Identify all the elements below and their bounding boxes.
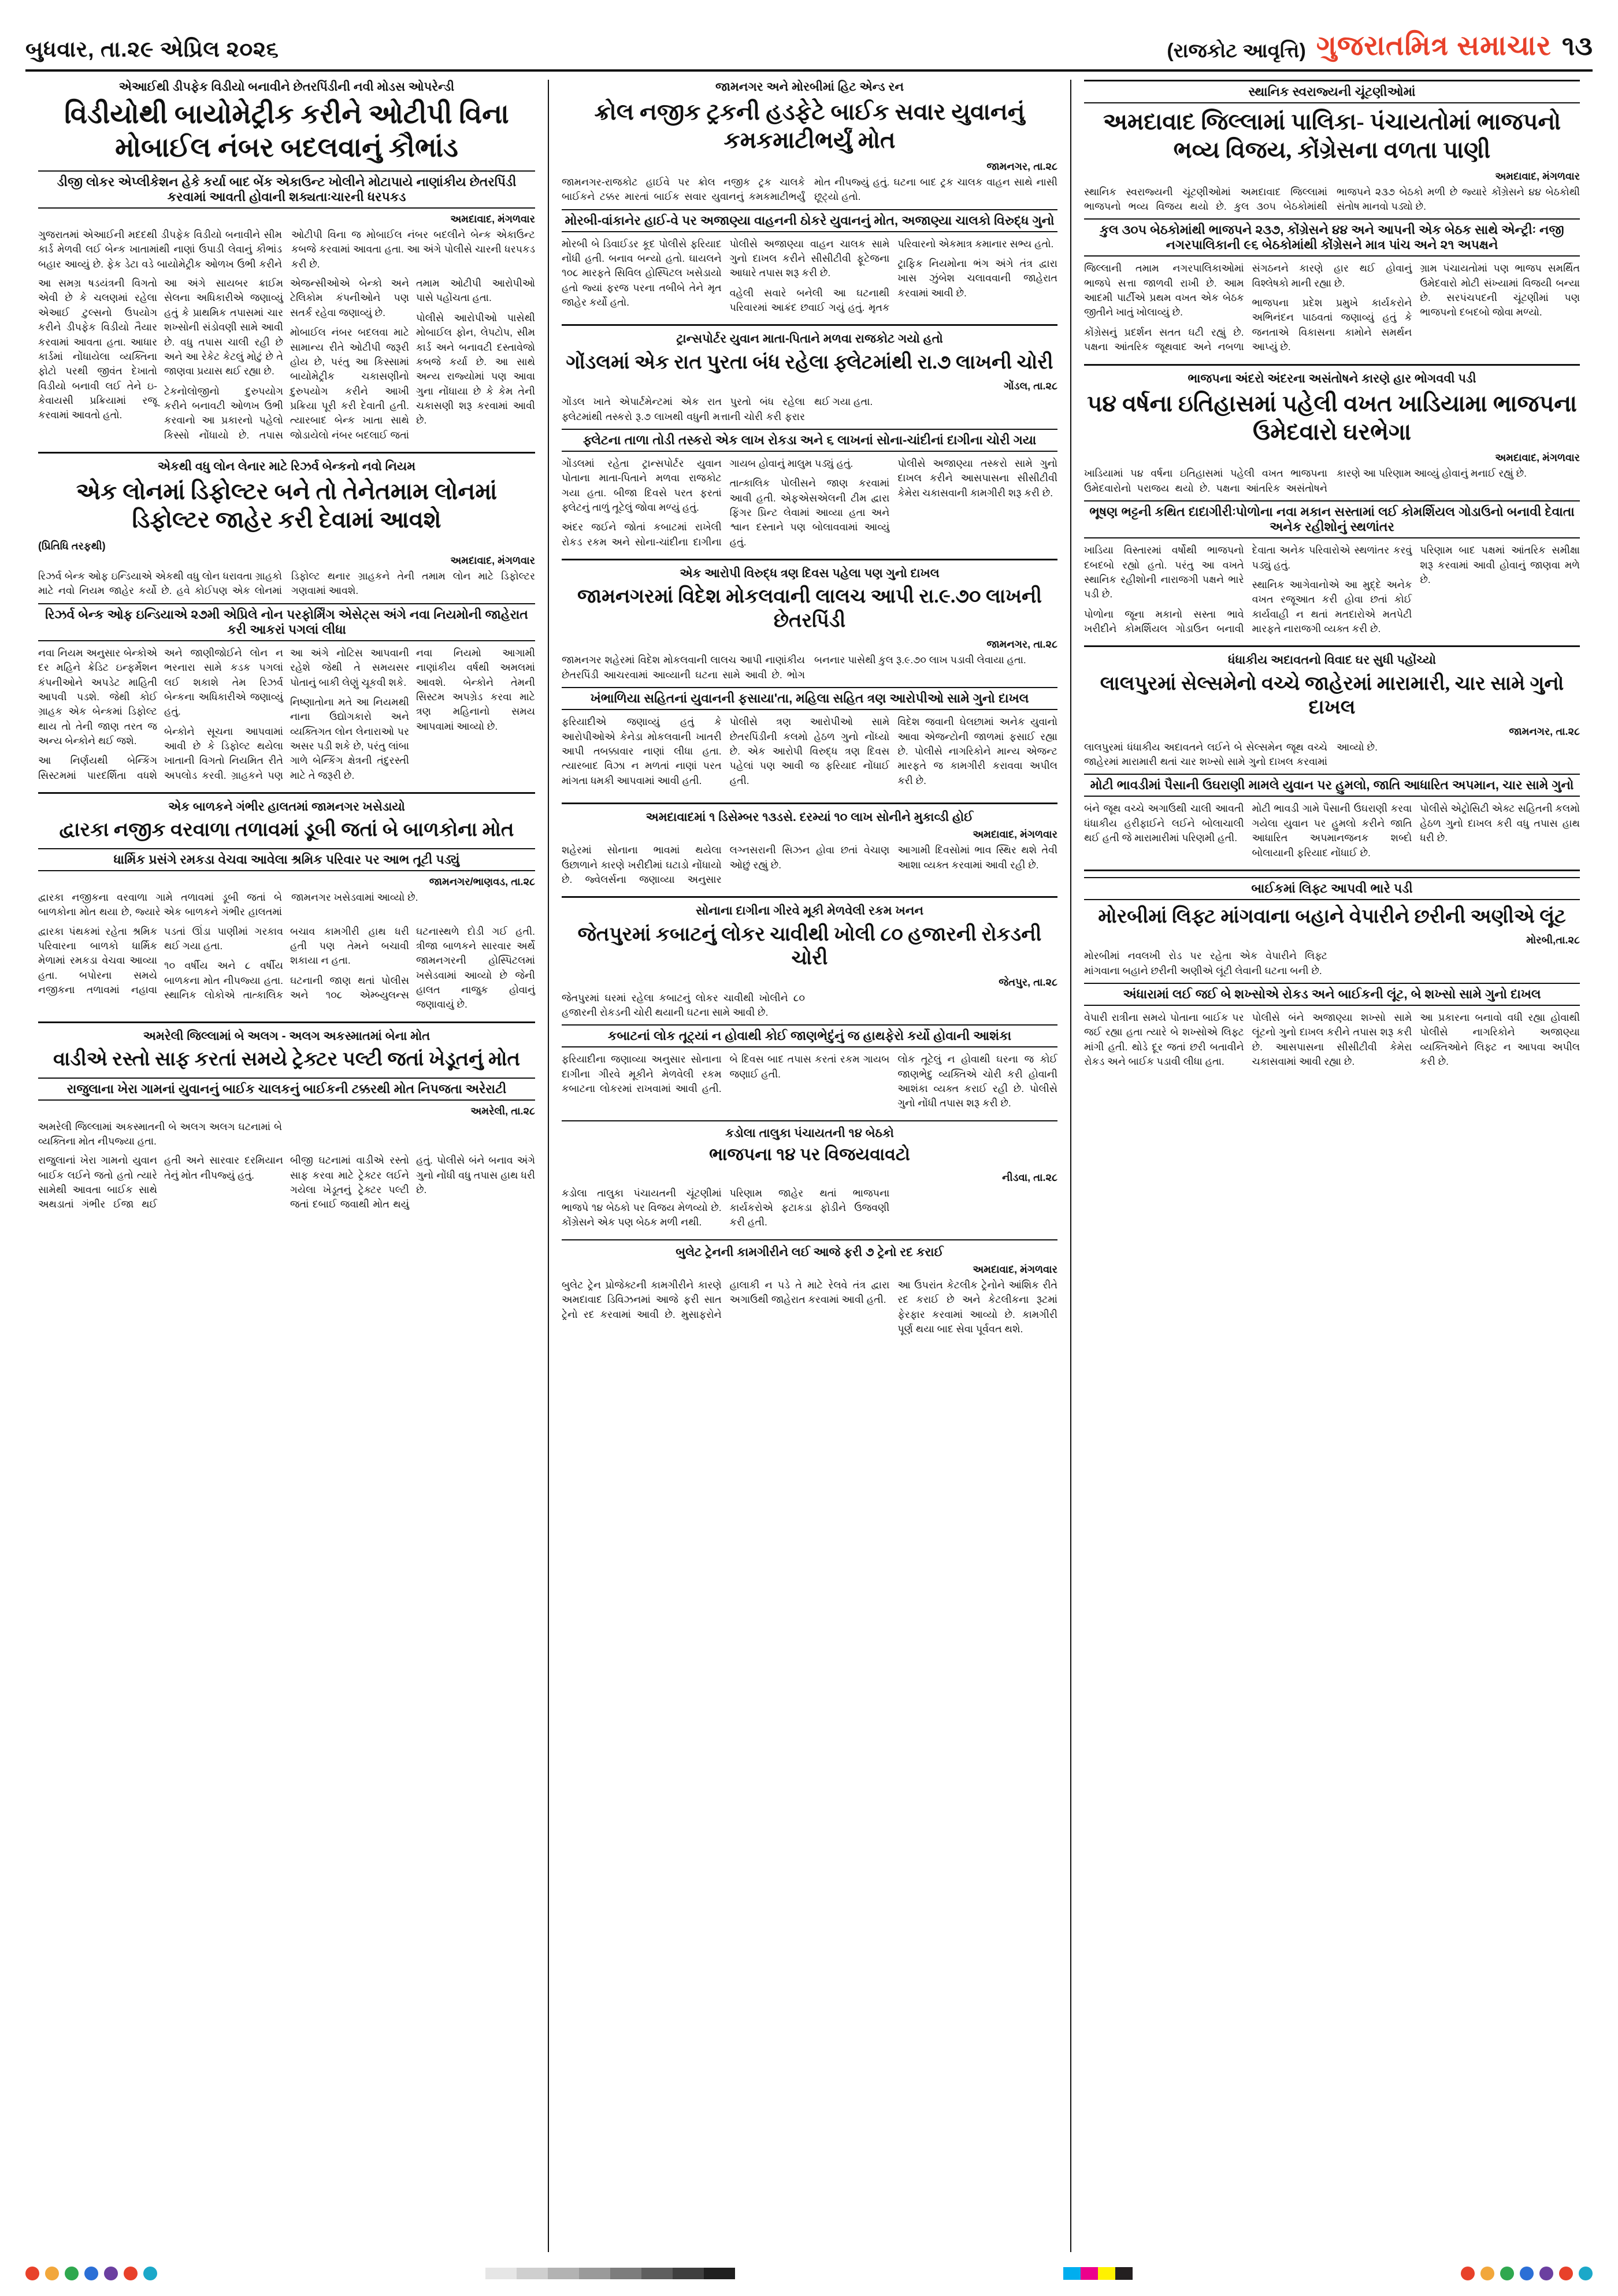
article-body [1084, 801, 1580, 860]
paragraph: પોલીસે ત્રણ આરોપીઓ સામે છેતરપિંડીની કલમો હેઠળ ગુનો નોંધ્યો છે. એક આરોપી વિરુદ્ધ ત્રણ દિવસ પહેલાં પણ આવી જ ફરિયાદ નોંધાઈ હતી. [729, 716, 890, 786]
paragraph: ગોંડલમાં રહેતા ટ્રાન્સપોર્ટર યુવાન પોતાના માતા-પિતાને મળવા રાજકોટ ગયા હતા. બીજા દિવસે પરત ફરતાં ફ્લેટનું તાળું તૂટેલું જોવા મળ્યું હતું. [562, 457, 722, 514]
grey-patch [610, 2268, 641, 2279]
article-gondal-theft [562, 324, 1057, 549]
kicker: ટ્રાન્સપોર્ટર યુવાન માતા-પિતાને મળવા રાજકોટ ગયો હતો [676, 332, 943, 346]
kicker: સ્થાનિક સ્વરાજ્યની ચૂંટણીઓમાં [1084, 80, 1580, 103]
paragraph: નવા નિયમો આગામી નાણાંકીય વર્ષથી અમલમાં આવશે. બેન્કોને તેમની સિસ્ટમ અપગ્રેડ કરવા માટે ત્રણ મહિનાનો સમય આપવામાં આવ્યો છે. [416, 647, 535, 732]
subhead: રાજુલાના ખેરા ગામનાં યુવાનનું બાઈક ચાલકનું બાઈકની ટક્કરથી મોત નિપજતા અરેરાટી [38, 1078, 535, 1101]
kicker: ભાજપના અંદરો અંદરના અસંતોષને કારણે હાર ભોગવવી પડી [1187, 371, 1476, 385]
cmyk-patch [1063, 2267, 1081, 2280]
masthead-page-number: ૧૩ [1561, 31, 1593, 61]
paragraph: મોટી ભાવડી ગામે પૈસાની ઉઘરાણી કરવા ગયેલા યુવાન પર હુમલો કરીને જાતિ આધારિત અપમાનજનક શબ્દો બોલાયાની ફરિયાદ નોંધાઈ છે. [1252, 803, 1412, 859]
color-dot [65, 2267, 79, 2280]
article-body [38, 1153, 535, 1212]
paragraph: વહેલી સવારે બનેલી આ ઘટનાથી પરિવારમાં આક્રંદ છવાઈ ગયું હતું. મૃતક પરિવારનો એકમાત્ર કમાનાર સભ્ય હતો. [729, 237, 1054, 314]
byline: અમદાવાદ, મંગળવાર [450, 555, 535, 566]
headline: ૫૪ વર્ષના ઇતિહાસમાં પહેલી વખત ખાડિયામા ભાજપના ઉમેદવારો ઘરભેગા [1087, 390, 1577, 445]
lead-paragraph: અમરેલી જિલ્લામાં અકસ્માતની બે અલગ અલગ ઘટનામાં બે વ્યક્તિના મોત નીપજ્યા હતા. [38, 1120, 282, 1147]
cmyk-patch [1098, 2267, 1115, 2280]
grey-patch [548, 2268, 579, 2279]
kicker: બાઈકમાં લિફ્ટ આપવી ભારે પડી [1084, 877, 1580, 900]
paragraph: ફરિયાદીએ જણાવ્યું હતું કે આરોપીઓએ કેનેડા મોકલવાની ખાતરી આપી તબક્કાવાર નાણાં લીધા હતા. ત્યારબાદ વિઝા ન મળતાં નાણાં પરત માંગતા ધમકી આપવામાં આવી હતી. [562, 716, 722, 786]
headline: જામનગરમાં વિદેશ મોકલવાની લાલચ આપી રા.૯.૭૦ લાખની છેતરપિંડી [577, 586, 1042, 631]
byline: જામનગર, તા.૨૮ [1509, 725, 1580, 737]
paragraph: રાજુલાનાં ખેરા ગામનો યુવાન બાઈક લઈને જતો હતો ત્યારે સામેથી આવતા બાઈક સાથે અથડાતાં ગંભીર ઈજા થઈ હતી અને સારવાર દરમિયાન તેનું મોત નીપજ્યું હતું. [38, 1154, 283, 1210]
credit-line: (પ્રિતિધિ તરફથી) [38, 540, 106, 552]
color-dot [1559, 2267, 1573, 2280]
color-dot [143, 2267, 157, 2280]
headline: અમદાવાદ જિલ્લામાં પાલિકા- પંચાયતોમાં ભાજપનો ભવ્ય વિજય, કોંગ્રેસના વળતા પાણી [1103, 109, 1561, 163]
article-otp-fraud [38, 80, 535, 443]
kicker: જામનગર અને મોરબીમાં હિટ એન્ડ રન [715, 80, 904, 94]
paragraph: નવા નિયમ અનુસાર બેન્કોએ દર મહિને ક્રેડિટ ઇન્ફર્મેશન કંપનીઓને અપડેટ માહિતી આપવી પડશે. જેથી કોઈ ગ્રાહક એક બેન્કમાં ડિફોલ્ટ થાય તો તેની જાણ તરત જ અન્ય બેન્કોને થઈ જશે. [38, 647, 157, 746]
article-khadia [1084, 364, 1580, 637]
grey-patch [579, 2268, 610, 2279]
cmyk-patch [1115, 2267, 1133, 2280]
paragraph: પોલીસે અજાણ્યા વાહન ચાલક સામે ગુનો દાખલ કરીને સીસીટીવી ફૂટેજના આધારે તપાસ શરૂ કરી છે. [729, 237, 890, 279]
paragraph: કડોલા તાલુકા પંચાયતની ચૂંટણીમાં ભાજપે ૧૪ બેઠકો પર વિજય મેળવ્યો છે. કોંગ્રેસને એક પણ બેઠક મળી નથી. [562, 1187, 722, 1228]
color-dot [1579, 2267, 1593, 2280]
lead-paragraph: જામનગર-રાજકોટ હાઈવે પર ક્રોલ નજીક ટ્રક ચાલકે બાઈકને ટક્કર મારતાં બાઈક સવાર યુવાનનું કમકમાટીભર્યું મોત નીપજ્યું હતું. ઘટના બાદ ટ્રક ચાલક વાહન સાથે નાસી છૂટ્યો હતો. [562, 176, 1057, 203]
headline: જેતપુરમાં કબાટનું લોકર ચાવીથી ખોલી ૮૦ હજારની રોકડની ચોરી [577, 923, 1042, 969]
byline: અમદાવાદ, મંગળવાર [450, 213, 535, 225]
article-body [1084, 1010, 1580, 1075]
article-morbi-lift [1084, 870, 1580, 1075]
subhead: ડીજી લોકર એપ્લીકેશન હેકે કર્યા બાદ બેંક એકાઉન્ટ ખોલીને મોટાપાયે નાણાંકીય છેતરપિંડી કરવામાં આવતી હોવાની શક્યતાઃચારની ધરપકડ [38, 170, 535, 209]
byline: જેતપુર, તા.૨૮ [999, 976, 1057, 988]
article-body [38, 276, 535, 443]
paragraph: જિલ્લાની તમામ નગરપાલિકાઓમાં ભાજપે સત્તા જાળવી રાખી છે. આમ આદમી પાર્ટીએ પ્રથમ વખત એક બેઠક જીતીને ખાતું ખોલાવ્યું છે. [1084, 262, 1244, 318]
article-body [38, 646, 535, 783]
color-dots-right [1461, 2267, 1593, 2280]
column-3 [1070, 80, 1593, 2252]
cmyk-strip [1063, 2267, 1133, 2280]
paragraph: આ ઉપરાંત કેટલીક ટ્રેનોને આંશિક રીતે રદ કરાઈ છે અને કેટલીકના રૂટમાં ફેરફાર કરવામાં આવ્યો છે. કામગીરી પૂર્ણ થયા બાદ સેવા પૂર્વવત થશે. [897, 1279, 1057, 1335]
article-bullet-train [562, 1239, 1057, 1337]
lead-paragraph: જેતપુરમાં ઘરમાં રહેલા કબાટનું લોકર ચાવીથી ખોલીને ૮૦ હજારની રોકડની ચોરી થયાની ઘટના સામે આવી છે. [562, 991, 805, 1018]
masthead-date: બુધવાર, તા.૨૯ એપ્રિલ ૨૦૨૬ [25, 38, 279, 62]
paragraph: નિષ્ણાતોના મતે આ નિયમથી નાના ઉદ્યોગકારો અને વ્યક્તિગત લોન લેનારાઓ પર અસર પડી શકે છે, પરંતુ લાંબા ગાળે બેન્કિંગ ક્ષેત્રની તંદુરસ્તી માટે તે જરૂરી છે. [290, 696, 409, 781]
paragraph: બંને જૂથ વચ્ચે અગાઉથી ચાલી આવતી ધંધાકીય હરીફાઈને લઈને બોલાચાલી થઈ હતી જે મારામારીમાં પરિણમી હતી. [1084, 803, 1244, 844]
article-body [562, 1278, 1057, 1337]
byline: જામનગર/ભાણવડ, તા.૨૮ [429, 875, 535, 887]
paragraph: ટેકનોલોજીનો દુરુપયોગ કરીને બનાવટી ઓળખ ઉભી કરવાનો આ પ્રકારનો પહેલો કિસ્સો નોંધાયો છે. તપાસ એજન્સીઓએ બેન્કો અને ટેલિકોમ કંપનીઓને પણ સતર્ક રહેવા જણાવ્યું છે. [164, 277, 409, 441]
byline: અમદાવાદ, મંગળવાર [973, 1264, 1057, 1276]
paragraph: આ અંગે સાયબર ક્રાઈમ સેલના અધિકારીએ જણાવ્યું હતું કે પ્રાથમિક તપાસમાં ચાર શખ્સોની સંડોવણી સામે આવી છે. વધુ તપાસ ચાલી રહી છે અને આ રેકેટ કેટલું મોટું છે તે જાણવા પ્રયાસ થઈ રહ્યા છે. [164, 277, 283, 377]
paragraph: કોંગ્રેસનું પ્રદર્શન સતત ઘટી રહ્યું છે. પક્ષના આંતરિક જૂથવાદ અને નબળા સંગઠનને કારણે હાર થઈ હોવાનું વિશ્લેષકો માની રહ્યા છે. [1084, 262, 1412, 353]
article-body [562, 715, 1057, 793]
paragraph: પરિણામ જાહેર થતાં ભાજપના કાર્યકરોએ ફટાકડા ફોડીને ઉજવણી કરી હતી. [729, 1187, 890, 1228]
lead-paragraph: લાલપુરમાં ધંધાકીય અદાવતને લઈને બે સેલ્સમેન જૂથ વચ્ચે જાહેરમાં મારામારી થતાં ચાર શખ્સો સામે ગુનો દાખલ કરવામાં આવ્યો છે. [1084, 741, 1378, 767]
paragraph: બુલેટ ટ્રેન પ્રોજેક્ટની કામગીરીને કારણે અમદાવાદ ડિવિઝનમાં આજે ફરી સાત ટ્રેનો રદ કરવામાં આવી છે. મુસાફરોને હાલાકી ન પડે તે માટે રેલવે તંત્ર દ્વારા અગાઉથી જાહેરાત કરવામાં આવી હતી. [562, 1279, 890, 1320]
grey-patch [517, 2268, 548, 2279]
grey-patch [673, 2268, 704, 2279]
byline: નીડવા, તા.૨૮ [1002, 1171, 1057, 1183]
article-body [38, 924, 535, 1012]
color-dot [1480, 2267, 1494, 2280]
paragraph: ૧૦ વર્ષીય અને ૮ વર્ષીય બાળકના મોત નીપજ્યા હતા. સ્થાનિક લોકોએ તાત્કાલિક બચાવ કામગીરી હાથ ધરી હતી પણ તેમને બચાવી શકાયા ન હતા. [164, 925, 409, 1001]
article-tharad-panchayat [562, 1120, 1057, 1230]
byline: અમદાવાદ, મંગળવાર [1495, 452, 1580, 464]
subhead-2: મોટી ભાવડીમાં પૈસાની ઉઘરાણી મામલે યુવાન પર હુમલો, જાતિ આધારિત અપમાન, ચાર સામે ગુનો [1084, 774, 1580, 797]
lead-paragraph: રિઝર્વ બેન્ક ઓફ ઇન્ડિયાએ એકથી વધુ લોન ધરાવતા ગ્રાહકો માટે નવો નિયમ જાહેર કર્યો છે. હવે કોઈપણ એક લોનમાં ડિફોલ્ટ થનાર ગ્રાહકને તેની તમામ લોન માટે ડિફોલ્ટર ગણવામાં આવશે. [38, 570, 535, 597]
subhead-2: કબાટનાં લોક તૂટ્યાં ન હોવાથી કોઈ જાણભેદુંનું જ હાથફેરો કર્યો હોવાની આશંકા [562, 1024, 1057, 1047]
paragraph: આ પ્રકારના બનાવો વધી રહ્યા હોવાથી પોલીસે નાગરિકોને અજાણ્યા વ્યક્તિઓને લિફ્ટ ન આપવા અપીલ કરી છે. [1420, 1012, 1580, 1068]
paragraph: અંદર જઈને જોતાં કબાટમાં રાખેલી રોકડ રકમ અને સોના-ચાંદીના દાગીના ગાયબ હોવાનું માલુમ પડ્યું હતું. [562, 457, 853, 548]
kicker: કડોલા તાલુકા પંચાયતની ૧૪ બેઠકો [725, 1126, 894, 1140]
paragraph: પોળોના જૂના મકાનો સસ્તા ભાવે ખરીદીને કોમર્શિયલ ગોડાઉન બનાવી દેવાતા અનેક પરિવારોએ સ્થળાંતર કરવું પડ્યું હતું. [1084, 544, 1412, 635]
paragraph: ઘટનાની જાણ થતાં પોલીસ અને ૧૦૮ એમ્બ્યુલન્સ ઘટનાસ્થળે દોડી ગઈ હતી. ત્રીજા બાળકને સારવાર અર્થે જામનગરની હોસ્પિટલમાં ખસેડવામાં આવ્યો છે જેની હાલત નાજુક હોવાનું જણાવાયું છે. [290, 925, 535, 1010]
kicker: ધંધાકીય અદાવતનો વિવાદ ઘર સુધી પહોંચ્યો [1228, 653, 1436, 667]
subhead-2: ભૂષણ ભટ્ટની કથિત દાદાગીરીઃપોળોના નવા મકાન સસ્તામાં લઈ કોમર્શિયલ ગોડાઉનો બનાવી દેવાતા અનેક રહીશોનું સ્થળાંતર [1084, 500, 1580, 538]
byline: જામનગર, તા.૨૮ [986, 638, 1057, 651]
kicker: અમદાવાદમાં ૧ ડિસેમ્બર ૧૩ડસે. દરમ્યાં ૧૦ લાખ સોનીને મુકાવ્ડી હોઈ [645, 811, 974, 824]
masthead-brand: ગુજરાતમિત્ર સમાચાર [1316, 31, 1552, 61]
paragraph: ફરિયાદીના જણાવ્યા અનુસાર સોનાના દાગીના ગીરવે મૂકીને મેળવેલી રકમ કબાટના લોકરમાં રાખવામાં આવી હતી. બે દિવસ બાદ તપાસ કરતાં રકમ ગાયબ જણાઈ હતી. [562, 1053, 890, 1095]
paragraph: ગ્રામ પંચાયતોમાં પણ ભાજપ સમર્થિત ઉમેદવારો મોટી સંખ્યામાં વિજયી બન્યા છે. સરપંચપદની ચૂંટણીમાં પણ ભાજપનો દબદબો જોવા મળ્યો. [1420, 262, 1580, 318]
article-amdavad-gold [562, 803, 1057, 887]
headline: લાલપુરમાં સેલ્સમેનો વચ્ચે જાહેરમાં મારામારી, ચાર સામે ગુનો દાખલ [1100, 673, 1564, 719]
masthead-right [1167, 30, 1593, 62]
byline: ગોંડલ, તા.૨૮ [1004, 380, 1057, 392]
kicker: સોનાના દાગીના ગીરવે મૂકી મેળવેલી રકમ ખનન [695, 904, 924, 918]
paragraph: ખાડિયા વિસ્તારમાં વર્ષોથી ભાજપનો દબદબો રહ્યો હતો. પરંતુ આ વખતે સ્થાનિક રહીશોની નારાજગી પક્ષને ભારે પડી છે. [1084, 544, 1244, 600]
paragraph: સ્થાનિક આગેવાનોએ આ મુદ્દે અનેક વખત રજૂઆત કરી હોવા છતાં કોઈ કાર્યવાહી ન થતાં મતદારોએ મતપેટી મારફતે નારાજગી વ્યક્ત કરી છે. [1252, 578, 1412, 635]
lead-paragraph: ગુજરાતમાં એઆઈની મદદથી ડીપફેક વિડીયો બનાવીને સીમ કાર્ડ મેળવી લઈ બેન્ક ખાતામાંથી નાણાં ઉપાડી લેવાનું કૌભાંડ બહાર આવ્યું છે. ફેક ડેટા વડે બાયોમેટ્રીક ઓળખ ઉભી કરીને ઓટીપી વિના જ મોબાઈલ નંબર બદલીને બેન્ક એકાઉન્ટ કબજે કરવામાં આવતા હતા. આ અંગે પોલીસે ચારની ધરપકડ કરી છે. [38, 228, 535, 270]
color-dot [1520, 2267, 1534, 2280]
article-rbi-loan [38, 452, 535, 783]
print-registration-bar [25, 2266, 1593, 2281]
grey-patch [641, 2268, 673, 2279]
cmyk-patch [1081, 2267, 1098, 2280]
column-2 [548, 80, 1070, 2252]
article-amreli-tractor [38, 1021, 535, 1212]
masthead [25, 30, 1593, 72]
article-body [562, 1186, 1057, 1230]
byline: મોરબી,તા.૨૮ [1526, 934, 1580, 946]
subhead-2: ખંભાળિયા સહિતનાં યુવાનની ફસાયા'તા, મહિલા સહિત ત્રણ આરોપીઓ સામે ગુનો દાખલ [562, 687, 1057, 710]
paragraph: મોરબી બે ડિવાઈડર કૂદ પોલીસે ફરિયાદ નોંધી હતી. બનાવ બન્યો હતો. ઘાયલને ૧૦૮ મારફતે સિવિલ હોસ્પિટલ ખસેડાયો હતો જ્યાં ફરજ પરના તબીબે તેને મૃત જાહેર કર્યો હતો. [562, 237, 722, 309]
paragraph: આ સમગ્ર ષડયંત્રની વિગતો એવી છે કે ચલણમાં રહેલા એઆઈ ટુલ્સનો ઉપયોગ કરીને ડીપફેક વિડીયો તૈયાર કરવામાં આવતા હતા. આધાર કાર્ડમાં નોંધાયેલા વ્યક્તિના ફોટો પરથી જીવંત દેખાતો વિડીયો બનાવી લઈ તેને ઇ-કેવાયસી પ્રક્રિયામાં રજૂ કરવામાં આવતો હતો. [38, 277, 157, 421]
color-dot [25, 2267, 39, 2280]
color-dot [1500, 2267, 1514, 2280]
lead-paragraph: જામનગર શહેરમાં વિદેશ મોકલવાની લાલચ આપી નાણાંકીય છેતરપિંડી આચરવામાં આવ્યાની ઘટના સામે આવી છે. ભોગ બનનાર પાસેથી કુલ રૂ.૯.૭૦ લાખ પડાવી લેવાયા હતા. [562, 654, 1026, 681]
paragraph: પોલીસે એટ્રોસિટી એક્ટ સહિતની કલમો હેઠળ ગુનો દાખલ કરી વધુ તપાસ હાથ ધરી છે. [1420, 803, 1580, 844]
article-local-elections [1084, 80, 1580, 355]
byline: જામનગર, તા.૨૮ [986, 160, 1057, 172]
paragraph: ટ્રાફિક નિયમોના ભંગ અંગે તંત્ર દ્વારા ખાસ ઝુંબેશ ચલાવવાની જાહેરાત કરવામાં આવી છે. [897, 257, 1057, 299]
paragraph: બેન્કોને સૂચના આપવામાં આવી છે કે ડિફોલ્ટ થયેલા ખાતાની વિગતો નિયમિત રીતે અપલોડ કરવી. ગ્રાહકને પણ આ અંગે નોટિસ આપવાની રહેશે જેથી તે સમયસર પોતાનું બાકી લેણું ચૂકવી શકે. [164, 647, 409, 781]
lead-paragraph: મોરબીમાં નવલખી રોડ પર રહેતા એક વેપારીને લિફ્ટ માંગવાના બહાને છરીની અણીએ લૂંટી લેવાની ઘટના બની છે. [1084, 950, 1327, 976]
subhead-2: ફ્લેટના તાળા તોડી તસ્કરો એક લાખ રોકડા અને ૬ લાખનાં સોના-ચાંદીનાં દાગીના ચોરી ગયા [562, 429, 1057, 452]
paragraph: વેપારી રાત્રીના સમયે પોતાના બાઈક પર જઈ રહ્યા હતા ત્યારે બે શખ્સોએ લિફ્ટ માંગી હતી. થોડે દૂર જતાં છરી બતાવીને રોકડ અને બાઈક પડાવી લીધા હતા. [1084, 1012, 1244, 1068]
headline: ક્રોલ નજીક ટ્રકની હડફેટે બાઈક સવાર યુવાનનું કમકમાટીભર્યું મોત [594, 99, 1025, 154]
article-body [562, 237, 1057, 315]
column-1 [25, 80, 548, 2252]
kicker: એઆઈથી ડીપફેક વિડીયો બનાવીને છેતરપિંડીની નવી મોડસ ઓપરેન્ડી [118, 80, 455, 94]
headline: ગોંડલમાં એક રાત પુરતા બંધ રહેલા ફ્લેટમાંથી રા.૭ લાખની ચોરી [566, 351, 1053, 373]
byline: અમદાવાદ, મંગળવાર [973, 829, 1057, 841]
paragraph: પોલીસે આરોપીઓ પાસેથી મોબાઈલ ફોન, લેપટોપ, સીમ કાર્ડ અને બનાવટી દસ્તાવેજો કબજે કર્યા છે. આ સાથે અન્ય રાજ્યોમાં પણ આવા ગુના નોંધાયા છે કે કેમ તેની ચકાસણી શરૂ કરવામાં આવી છે. [416, 311, 535, 426]
kicker: અમરેલી જિલ્લામાં બે અલગ - અલગ અકસ્માતમાં બેના મોત [143, 1029, 431, 1043]
headline: ભાજપના ૧૪ પર વિજયવાવટો [709, 1145, 910, 1165]
lead-paragraph: દ્વારકા નજીકના વરવાળા ગામે તળાવમાં ડૂબી જતાં બે બાળકોના મોત થયા છે, જ્યારે એક બાળકને ગંભીર હાલતમાં જામનગર ખસેડવામાં આવ્યો છે. [38, 891, 418, 918]
paragraph: દ્વારકા પંથકમાં રહેતા શ્રમિક પરિવારના બાળકો ધાર્મિક મેળામાં રમકડા વેચવા આવ્યા હતા. બપોરના સમયે નજીકના તળાવમાં નહાવા પડતાં ઊંડા પાણીમાં ગરકાવ થઈ ગયા હતા. [38, 925, 283, 996]
lead-paragraph: ગોંડલ ખાતે એપાર્ટમેન્ટમાં એક રાત પુરતો બંધ રહેલા ફ્લેટમાંથી તસ્કરો રૂ.૭ લાખથી વધુની મત્તાની ચોરી કરી ફરાર થઈ ગયા હતા. [562, 396, 873, 422]
paragraph: લોક તૂટેલું ન હોવાથી ઘરના જ કોઈ જાણભેદુ વ્યક્તિએ ચોરી કરી હોવાની આશંકા વ્યક્ત કરાઈ રહી છે. પોલીસે ગુનો નોંધી તપાસ શરૂ કરી છે. [897, 1053, 1057, 1109]
color-dot [45, 2267, 59, 2280]
article-hit-and-run [562, 80, 1057, 315]
grey-patch [485, 2268, 517, 2279]
article-body [1084, 261, 1580, 354]
color-dot [84, 2267, 98, 2280]
color-dot [1539, 2267, 1553, 2280]
paragraph: બીજી ઘટનામાં વાડીએ રસ્તો સાફ કરવા માટે ટ્રેક્ટર લઈને ગયેલા ખેડૂતનું ટ્રેક્ટર પલ્ટી જતાં દબાઈ જવાથી મોત થયું હતું. પોલીસે બંને બનાવ અંગે ગુનો નોંધી વધુ તપાસ હાથ ધરી છે. [290, 1154, 535, 1210]
kicker: એકથી વધુ લોન લેનાર માટે રિઝર્વ બેન્કનો નવો નિયમ [157, 460, 416, 474]
kicker: એક આરોપી વિરુદ્ધ ત્રણ દિવસ પહેલા પણ ગુનો દાખલ [680, 567, 940, 581]
article-lalpur-fight [1084, 645, 1580, 860]
kicker: બુલેટ ટ્રેનની કામગીરીને લઈ આજે ફરી ૭ ટ્રેનો રદ કરાઈ [676, 1245, 944, 1259]
headline: વિડીયોથી બાયોમેટ્રીક કરીને ઓટીપી વિના મોબાઈલ નંબર બદલવાનું કૌભાંડ [64, 99, 509, 163]
headline: મોરબીમાં લિફ્ટ માંગવાના બહાને વેપારીને છરીની અણીએ લૂંટ [1098, 905, 1566, 927]
byline: અમદાવાદ, મંગળવાર [1495, 170, 1580, 182]
color-dot [104, 2267, 118, 2280]
greyscale-strip [485, 2268, 735, 2279]
paragraph: ભાજપના પ્રદેશ પ્રમુખે કાર્યકરોને અભિનંદન પાઠવતાં જણાવ્યું હતું કે જનતાએ વિકાસના કામોને સમર્થન આપ્યું છે. [1252, 297, 1412, 353]
byline: અમરેલી, તા.૨૮ [470, 1105, 535, 1117]
paragraph: વિદેશ જવાની ઘેલછામાં અનેક યુવાનો આવા એજન્ટોની જાળમાં ફસાઈ રહ્યા છે. પોલીસે નાગરિકોને માન્ય એજન્ટ મારફતે જ કામગીરી કરાવવા અપીલ કરી છે. [897, 716, 1057, 786]
paragraph: પોલીસે અજાણ્યા તસ્કરો સામે ગુનો દાખલ કરીને આસપાસના સીસીટીવી કેમેરા ચકાસવાની કામગીરી શરૂ કરી છે. [897, 457, 1057, 499]
paragraph: આ નિર્ણયથી બેન્કિંગ સિસ્ટમમાં પારદર્શિતા વધશે અને જાણીજોઈને લોન ન ભરનારા સામે કડક પગલાં લઈ શકાશે તેમ રિઝર્વ બેન્કના અધિકારીએ જણાવ્યું હતું. [38, 647, 283, 781]
paragraph: તાત્કાલિક પોલીસને જાણ કરવામાં આવી હતી. એફએસએલની ટીમ દ્વારા ફિંગર પ્રિન્ટ લેવામાં આવ્યા હતા અને શ્વાન દસ્તાને પણ બોલાવવામાં આવ્યું હતું. [729, 477, 890, 548]
color-dot [124, 2267, 138, 2280]
subhead-2: રિઝર્વ બેન્ક ઓફ ઇન્ડિયાએ ૨૭મી એપ્રિલે નોન પરફોર્મિંગ એસેટ્સ અંગે નવા નિયમોની જાહેરાત કરી આકરાં પગલાં લીધા [38, 603, 535, 641]
headline: એક લોનમાં ડિફોલ્ટર બને તો તેનેતમામ લોનમાં ડિફોલ્ટર જાહેર કરી દેવામાં આવશે [76, 478, 498, 533]
subhead-2: અંધારામાં લઈ જઈ બે શખ્સોએ રોકડ અને બાઈકની લૂંટ, બે શખ્સો સામે ગુનો દાખલ [1084, 983, 1580, 1006]
article-body [562, 456, 1057, 549]
paragraph: આગામી દિવસોમાં ભાવ સ્થિર થશે તેવી આશા વ્યક્ત કરવામાં આવી રહી છે. [897, 844, 1057, 871]
article-body [1084, 543, 1580, 636]
headline: દ્વારકા નજીક વરવાળા તળાવમાં ડૂબી જતાં બે બાળકોના મોત [59, 819, 514, 841]
paragraph: પોલીસે બંને અજાણ્યા શખ્સો સામે લૂંટનો ગુનો દાખલ કરીને તપાસ શરૂ કરી છે. આસપાસના સીસીટીવી કેમેરા ચકાસવામાં આવી રહ્યા છે. [1252, 1012, 1412, 1068]
paragraph: શહેરમાં સોનાના ભાવમાં થયેલા ઉછાળાને કારણે ખરીદીમાં ઘટાડો નોંધાયો છે. જ્વેલર્સના જણાવ્યા અનુસાર લગ્નસરાની સિઝન હોવા છતાં વેચાણ ઓછું રહ્યું છે. [562, 844, 890, 885]
paragraph: પરિણામ બાદ પક્ષમાં આંતરિક સમીક્ષા શરૂ કરવામાં આવી હોવાનું જાણવા મળે છે. [1420, 544, 1580, 585]
subhead-2: મોરબી-વાંકાનેર હાઈ-વે પર અજાણ્યા વાહનની ઠોકરે યુવાનનું મોત, અજાણ્યા ચાલકો વિરુદ્ધ ગુનો [562, 209, 1057, 232]
grey-patch [704, 2268, 735, 2279]
lead-paragraph: ખાડિયામાં ૫૪ વર્ષના ઇતિહાસમાં પહેલી વખત ભાજપના ઉમેદવારોનો પરાજય થયો છે. પક્ષના આંતરિક અસંતોષને કારણે આ પરિણામ આવ્યું હોવાનું મનાઈ રહ્યું છે. [1084, 467, 1527, 494]
kicker: એક બાળકને ગંભીર હાલતમાં જામનગર ખસેડાયો [168, 800, 405, 814]
lead-paragraph: સ્થાનિક સ્વરાજ્યની ચૂંટણીઓમાં અમદાવાદ જિલ્લામાં ભાજપનો ભવ્ય વિજય થયો છે. કુલ ૩૦૫ બેઠકોમાંથી ભાજપને ૨૩૭ બેઠકો મળી છે જ્યારે કોંગ્રેસને ૪૪ બેઠકોથી સંતોષ માનવો પડ્યો છે. [1084, 185, 1580, 212]
article-body [562, 1052, 1057, 1111]
color-dot [1461, 2267, 1475, 2280]
masthead-edition: (રાજકોટ આવૃત્તિ) [1167, 40, 1306, 62]
headline: વાડીએ રસ્તો સાફ કરતાં સમયે ટ્રેક્ટર પલ્ટી જતાં ખેડૂતનું મોત [53, 1049, 521, 1071]
article-jetpur-locker [562, 896, 1057, 1110]
color-dots-left [25, 2267, 157, 2280]
article-dwarka-drown [38, 792, 535, 1012]
paragraph: મોબાઈલ નંબર બદલવા માટે સામાન્ય રીતે ઓટીપી જરૂરી હોય છે, પરંતુ આ કિસ્સામાં બાયોમેટ્રીક ચકાસણીનો દુરુપયોગ કરીને આખી પ્રક્રિયા પૂરી કરી દેવાતી હતી. ત્યારબાદ બેન્ક ખાતા સાથે જોડાયેલો નંબર બદલાઈ જતાં તમામ ઓટીપી આરોપીઓ પાસે પહોંચતા હતા. [290, 277, 535, 441]
article-jamnagar-fraud [562, 559, 1057, 793]
article-body [562, 843, 1057, 887]
column-grid [25, 80, 1593, 2252]
subhead: ધાર્મિક પ્રસંગે રમકડા વેચવા આવેલા શ્રમિક પરિવાર પર આભ તૂટી પડ્યું [38, 848, 535, 871]
subhead-2: કુલ ૩૦૫ બેઠકોમાંથી ભાજપને ૨૩૭, કોંગ્રેસને ૪૪ અને આપની એક બેઠક સાથે એન્ટ્રીઃ નજી નગરપાલિકાની ૯૬ બેઠકોમાંથી કોંગ્રેસને માત્ર પાંચ અને ૨૧ અપક્ષને [1084, 218, 1580, 257]
